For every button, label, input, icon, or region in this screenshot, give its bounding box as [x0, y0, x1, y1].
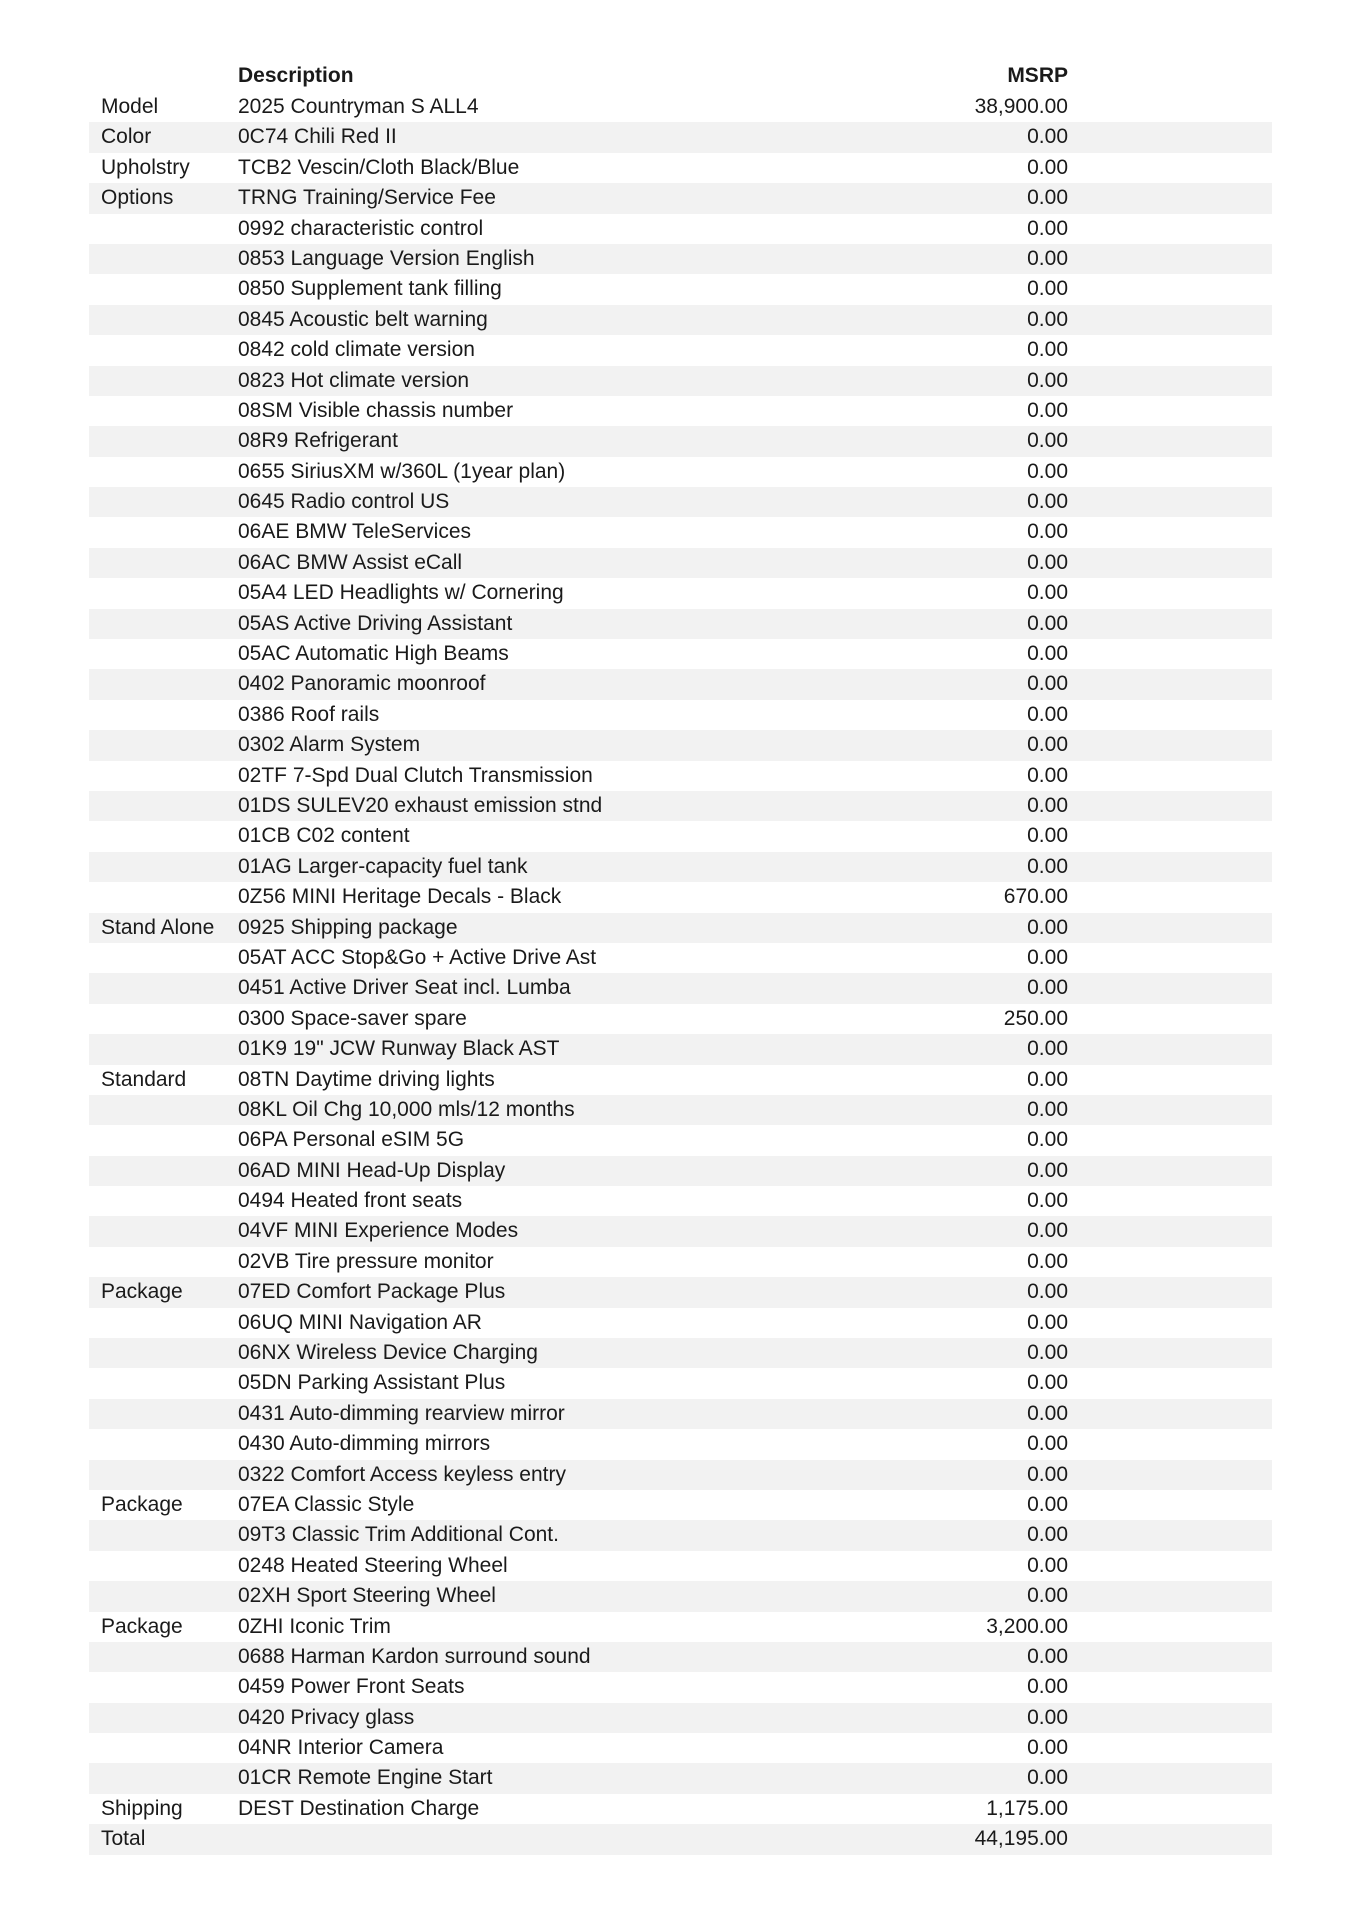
table-row: [89, 761, 1272, 791]
msrp-cell: 0.00: [1027, 155, 1068, 179]
description-cell: 0494 Heated front seats: [238, 1189, 463, 1213]
table-row: [89, 153, 1272, 183]
msrp-cell: 0.00: [1027, 945, 1068, 969]
table-row: [89, 1672, 1272, 1702]
description-cell: 07ED Comfort Package Plus: [238, 1280, 506, 1304]
description-cell: 01AG Larger-capacity fuel tank: [238, 854, 528, 878]
msrp-cell: 0.00: [1027, 1766, 1068, 1790]
msrp-cell: 0.00: [1027, 277, 1068, 301]
msrp-cell: 0.00: [1027, 1097, 1068, 1121]
table-row: [89, 1581, 1272, 1611]
description-cell: TRNG Training/Service Fee: [238, 186, 496, 210]
description-cell: 08KL Oil Chg 10,000 mls/12 months: [238, 1097, 575, 1121]
table-row: [89, 426, 1272, 456]
msrp-cell: 0.00: [1027, 581, 1068, 605]
table-row: [89, 1703, 1272, 1733]
description-cell: 0302 Alarm System: [238, 733, 421, 757]
description-cell: 05A4 LED Headlights w/ Cornering: [238, 581, 564, 605]
msrp-cell: 3,200.00: [986, 1614, 1068, 1638]
msrp-cell: 0.00: [1027, 1675, 1068, 1699]
category-cell: Upholstry: [101, 155, 190, 179]
description-cell: 07EA Classic Style: [238, 1492, 415, 1516]
msrp-cell: 0.00: [1027, 520, 1068, 544]
msrp-cell: 0.00: [1027, 915, 1068, 939]
table-row: [89, 1004, 1272, 1034]
msrp-cell: 0.00: [1027, 429, 1068, 453]
table-row: [89, 1399, 1272, 1429]
description-cell: 0420 Privacy glass: [238, 1705, 415, 1729]
description-cell: 0992 characteristic control: [238, 216, 484, 240]
description-cell: 05AS Active Driving Assistant: [238, 611, 513, 635]
description-cell: 0322 Comfort Access keyless entry: [238, 1462, 566, 1486]
description-cell: 0842 cold climate version: [238, 338, 475, 362]
category-cell: Package: [101, 1280, 183, 1304]
table-row: [89, 1642, 1272, 1672]
category-cell: Shipping: [101, 1796, 183, 1820]
msrp-cell: 0.00: [1027, 368, 1068, 392]
table-row: [89, 1733, 1272, 1763]
table-row: [89, 1368, 1272, 1398]
table-row: [89, 821, 1272, 851]
table-row: [89, 457, 1272, 487]
msrp-cell: 0.00: [1027, 1249, 1068, 1273]
description-cell: 0823 Hot climate version: [238, 368, 470, 392]
description-cell: 01K9 19" JCW Runway Black AST: [238, 1037, 560, 1061]
description-cell: 02TF 7-Spd Dual Clutch Transmission: [238, 763, 593, 787]
msrp-cell: 0.00: [1027, 1736, 1068, 1760]
msrp-cell: 0.00: [1027, 338, 1068, 362]
table-row: [89, 700, 1272, 730]
table-row: [89, 791, 1272, 821]
description-cell: 0645 Radio control US: [238, 490, 450, 514]
table-row: [89, 1338, 1272, 1368]
description-cell: 01CB C02 content: [238, 824, 410, 848]
msrp-cell: 250.00: [1003, 1006, 1068, 1030]
description-column-header: Description: [238, 64, 354, 87]
category-cell: Package: [101, 1614, 183, 1638]
category-cell: Package: [101, 1492, 183, 1516]
description-cell: 0430 Auto-dimming mirrors: [238, 1432, 491, 1456]
description-cell: 06UQ MINI Navigation AR: [238, 1310, 482, 1334]
msrp-cell: 670.00: [1003, 885, 1068, 909]
description-cell: TCB2 Vescin/Cloth Black/Blue: [238, 155, 520, 179]
msrp-cell: 0.00: [1027, 550, 1068, 574]
description-cell: 0925 Shipping package: [238, 915, 458, 939]
table-row: [89, 1095, 1272, 1125]
table-row: [89, 1125, 1272, 1155]
description-cell: 09T3 Classic Trim Additional Cont.: [238, 1523, 559, 1547]
description-cell: 0402 Panoramic moonroof: [238, 672, 486, 696]
table-row: [89, 1247, 1272, 1277]
msrp-sheet: [89, 62, 1272, 1855]
msrp-cell: 0.00: [1027, 398, 1068, 422]
category-cell: Color: [101, 125, 152, 149]
table-row: [89, 366, 1272, 396]
table-row: [89, 1794, 1272, 1824]
table-row: [89, 1216, 1272, 1246]
description-cell: 08TN Daytime driving lights: [238, 1067, 495, 1091]
table-row: [89, 609, 1272, 639]
msrp-cell: 0.00: [1027, 1037, 1068, 1061]
table-row: [89, 1612, 1272, 1642]
table-row: [89, 214, 1272, 244]
msrp-cell: 0.00: [1027, 1492, 1068, 1516]
table-row: [89, 1277, 1272, 1307]
msrp-cell: 0.00: [1027, 1128, 1068, 1152]
table-row: [89, 943, 1272, 973]
table-row: [89, 1156, 1272, 1186]
msrp-cell: 0.00: [1027, 307, 1068, 331]
msrp-cell: 0.00: [1027, 186, 1068, 210]
description-cell: 0853 Language Version English: [238, 246, 535, 270]
table-body: [89, 92, 1272, 1855]
description-cell: 05DN Parking Assistant Plus: [238, 1371, 506, 1395]
msrp-cell: 0.00: [1027, 216, 1068, 240]
description-cell: 06AD MINI Head-Up Display: [238, 1158, 506, 1182]
description-cell: 05AC Automatic High Beams: [238, 642, 509, 666]
category-cell: Stand Alone: [101, 915, 215, 939]
description-cell: 0248 Heated Steering Wheel: [238, 1553, 508, 1577]
description-cell: 04NR Interior Camera: [238, 1736, 444, 1760]
description-cell: 05AT ACC Stop&Go + Active Drive Ast: [238, 945, 597, 969]
msrp-cell: 0.00: [1027, 459, 1068, 483]
description-cell: 2025 Countryman S ALL4: [238, 95, 479, 118]
msrp-cell: 0.00: [1027, 702, 1068, 726]
table-row: [89, 1308, 1272, 1338]
msrp-cell: 0.00: [1027, 1462, 1068, 1486]
msrp-cell: 0.00: [1027, 1401, 1068, 1425]
table-row: [89, 305, 1272, 335]
table-row: [89, 122, 1272, 152]
msrp-cell: 0.00: [1027, 1523, 1068, 1547]
table-row: [89, 1034, 1272, 1064]
table-row: [89, 548, 1272, 578]
description-cell: 08R9 Refrigerant: [238, 429, 398, 453]
table-row: [89, 1824, 1272, 1854]
msrp-cell: 0.00: [1027, 733, 1068, 757]
description-cell: 0688 Harman Kardon surround sound: [238, 1644, 591, 1668]
description-cell: 0655 SiriusXM w/360L (1year plan): [238, 459, 566, 483]
msrp-cell: 0.00: [1027, 1280, 1068, 1304]
msrp-cell: 44,195.00: [974, 1827, 1068, 1851]
table-row: [89, 335, 1272, 365]
description-cell: 06NX Wireless Device Charging: [238, 1341, 538, 1365]
msrp-column-header: MSRP: [1007, 64, 1068, 87]
msrp-cell: 0.00: [1027, 672, 1068, 696]
description-cell: 0431 Auto-dimming rearview mirror: [238, 1401, 565, 1425]
description-cell: 04VF MINI Experience Modes: [238, 1219, 519, 1243]
msrp-cell: 0.00: [1027, 611, 1068, 635]
table-row: [89, 1065, 1272, 1095]
category-cell: Options: [101, 186, 174, 210]
table-row: [89, 973, 1272, 1003]
msrp-cell: 0.00: [1027, 1644, 1068, 1668]
description-cell: 0300 Space-saver spare: [238, 1006, 467, 1030]
table-row: [89, 1763, 1272, 1793]
description-cell: DEST Destination Charge: [238, 1796, 480, 1820]
table-header: [89, 62, 1272, 92]
table-row: [89, 244, 1272, 274]
msrp-cell: 0.00: [1027, 1371, 1068, 1395]
table-row: [89, 1429, 1272, 1459]
msrp-cell: 0.00: [1027, 642, 1068, 666]
description-cell: 0850 Supplement tank filling: [238, 277, 502, 301]
table-row: [89, 852, 1272, 882]
description-cell: 06AC BMW Assist eCall: [238, 550, 463, 574]
category-cell: Model: [101, 95, 159, 118]
table-row: [89, 92, 1272, 122]
description-cell: 02VB Tire pressure monitor: [238, 1249, 494, 1273]
table-row: [89, 882, 1272, 912]
table-row: [89, 1186, 1272, 1216]
description-cell: 06PA Personal eSIM 5G: [238, 1128, 465, 1152]
msrp-cell: 0.00: [1027, 246, 1068, 270]
description-cell: 02XH Sport Steering Wheel: [238, 1584, 496, 1608]
description-cell: 01CR Remote Engine Start: [238, 1766, 493, 1790]
msrp-cell: 0.00: [1027, 1158, 1068, 1182]
description-cell: 08SM Visible chassis number: [238, 398, 514, 422]
msrp-cell: 0.00: [1027, 763, 1068, 787]
msrp-cell: 0.00: [1027, 125, 1068, 149]
table-row: [89, 578, 1272, 608]
msrp-cell: 0.00: [1027, 1189, 1068, 1213]
table-row: [89, 1520, 1272, 1550]
description-cell: 0Z56 MINI Heritage Decals - Black: [238, 885, 562, 909]
msrp-cell: 0.00: [1027, 1705, 1068, 1729]
table-row: [89, 1551, 1272, 1581]
description-cell: 0ZHI Iconic Trim: [238, 1614, 391, 1638]
description-cell: 0845 Acoustic belt warning: [238, 307, 488, 331]
msrp-cell: 0.00: [1027, 1584, 1068, 1608]
description-cell: 06AE BMW TeleServices: [238, 520, 472, 544]
msrp-cell: 0.00: [1027, 976, 1068, 1000]
table-row: [89, 274, 1272, 304]
msrp-cell: 0.00: [1027, 490, 1068, 514]
table-row: [89, 517, 1272, 547]
msrp-cell: 0.00: [1027, 824, 1068, 848]
table-row: [89, 913, 1272, 943]
table-row: [89, 183, 1272, 213]
table-row: [89, 1460, 1272, 1490]
description-cell: 0C74 Chili Red II: [238, 125, 397, 149]
table-row: [89, 396, 1272, 426]
category-cell: Standard: [101, 1067, 187, 1091]
msrp-cell: 0.00: [1027, 1432, 1068, 1456]
description-cell: 0451 Active Driver Seat incl. Lumba: [238, 976, 571, 1000]
msrp-cell: 0.00: [1027, 1219, 1068, 1243]
msrp-cell: 38,900.00: [974, 95, 1068, 118]
msrp-cell: 0.00: [1027, 1310, 1068, 1334]
description-cell: 0459 Power Front Seats: [238, 1675, 465, 1699]
msrp-cell: 1,175.00: [986, 1796, 1068, 1820]
msrp-cell: 0.00: [1027, 854, 1068, 878]
msrp-cell: 0.00: [1027, 1553, 1068, 1577]
table-row: [89, 639, 1272, 669]
msrp-cell: 0.00: [1027, 1067, 1068, 1091]
msrp-cell: 0.00: [1027, 793, 1068, 817]
category-cell: Total: [101, 1827, 146, 1851]
msrp-cell: 0.00: [1027, 1341, 1068, 1365]
table-row: [89, 730, 1272, 760]
description-cell: 01DS SULEV20 exhaust emission stnd: [238, 793, 603, 817]
table-row: [89, 1490, 1272, 1520]
table-row: [89, 669, 1272, 699]
table-row: [89, 487, 1272, 517]
description-cell: 0386 Roof rails: [238, 702, 380, 726]
